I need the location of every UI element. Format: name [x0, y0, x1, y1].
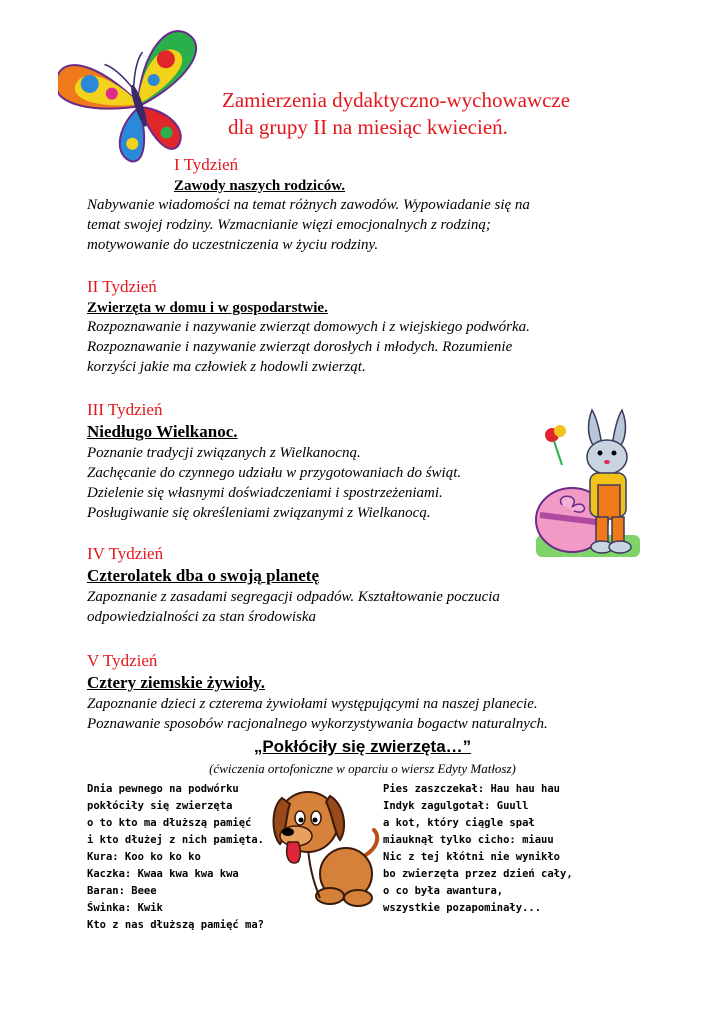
week-5-line: Poznawanie sposobów racjonalnego wykorzystywania bogactw naturalnych.	[87, 716, 548, 732]
poem-line: wszystkie pozapominały...	[383, 902, 542, 914]
easter-bunny-illustration	[532, 405, 644, 560]
poem-right-column	[383, 781, 573, 917]
week-3-line: Dzielenie się własnymi doświadczeniami i spostrzeżeniami.	[87, 485, 443, 501]
page-title	[222, 87, 570, 141]
week-2-line: Rozpoznawanie i nazywanie zwierząt domowych i z wiejskiego podwórka.	[87, 319, 530, 335]
poem-line: pokłóciły się zwierzęta	[87, 800, 233, 812]
poem-line: Świnka: Kwik	[87, 902, 163, 914]
week-3-topic: Niedługo Wielkanoc.	[87, 422, 238, 441]
week-2-heading: II Tydzień	[87, 277, 157, 296]
week-3-heading: III Tydzień	[87, 400, 163, 419]
title-line-1: Zamierzenia dydaktyczno-wychowawcze	[222, 88, 571, 112]
week-3-line: Posługiwanie się określeniami związanymi z Wielkanocą.	[87, 505, 431, 521]
poem-line: bo zwierzęta przez dzień cały,	[383, 868, 573, 880]
week-2-topic: Zwierzęta w domu i w gospodarstwie.	[87, 300, 328, 316]
poem-line: Kto z nas dłuższą pamięć ma?	[87, 919, 265, 931]
week-4-line: Zapoznanie z zasadami segregacji odpadów. Kształtowanie poczucia	[87, 589, 500, 605]
week-4-line: odpowiedzialności za stan środowiska	[87, 609, 317, 625]
week-1-topic: Zawody naszych rodziców.	[174, 178, 345, 194]
poem-left-column	[87, 781, 264, 934]
poem-line: Baran: Beee	[87, 885, 157, 897]
week-4-topic: Czterolatek dba o swoją planetę	[87, 566, 319, 585]
week-4-description	[87, 587, 500, 627]
week-2-line: Rozpoznawanie i nazywanie zwierząt dorosłych i młodych. Rozumienie	[87, 339, 513, 355]
week-3-description	[87, 443, 461, 523]
week-2-description	[87, 317, 530, 377]
week-1-heading: I Tydzień	[174, 155, 239, 174]
week-4-heading: IV Tydzień	[87, 544, 164, 563]
poem-line: o to kto ma dłuższą pamięć	[87, 817, 252, 829]
week-1-line: temat swojej rodziny. Wzmacnianie więzi emocjonalnych z rodziną;	[87, 217, 491, 233]
title-line-2: dla grupy II na miesiąc kwiecień.	[228, 115, 508, 139]
week-1-line: motywowanie do uczestniczenia w życiu rodziny.	[87, 237, 379, 253]
week-5-description	[87, 694, 548, 734]
week-1-description	[87, 195, 530, 255]
week-5-heading: V Tydzień	[87, 651, 158, 670]
week-5-topic: Cztery ziemskie żywioły.	[87, 673, 265, 692]
week-1-line: Nabywanie wiadomości na temat różnych zawodów. Wypowiadanie się na	[87, 197, 530, 213]
dog-illustration	[268, 778, 383, 908]
week-3-line: Zachęcanie do czynnego udziału w przygotowaniach do świąt.	[87, 465, 462, 481]
week-5-line: Zapoznanie dzieci z czterema żywiołami występującymi na naszej planecie.	[87, 696, 538, 712]
poem-line: Pies zaszczekał: Hau hau hau	[383, 783, 561, 795]
poem-line: Kaczka: Kwaa kwa kwa kwa	[87, 868, 239, 880]
poem-line: Dnia pewnego na podwórku	[87, 783, 239, 795]
poem-title: „Pokłóciły się zwierzęta…”	[253, 737, 472, 756]
poem-line: o co była awantura,	[383, 885, 504, 897]
poem-line: i kto dłużej z nich pamięta.	[87, 834, 265, 846]
week-3-line: Poznanie tradycji związanych z Wielkanocną.	[87, 445, 361, 461]
poem-line: Kura: Koo ko ko ko	[87, 851, 201, 863]
poem-line: a kot, który ciągle spał	[383, 817, 535, 829]
week-2-line: korzyści jakie ma człowiek z hodowli zwierząt.	[87, 359, 366, 375]
poem-line: Nic z tej kłótni nie wynikło	[383, 851, 561, 863]
poem-line: Indyk zagulgotał: Guull	[383, 800, 529, 812]
poem-line: miauknął tylko cicho: miauu	[383, 834, 554, 846]
poem-subtitle: (ćwiczenia ortofoniczne w oparciu o wiersz Edyty Matłosz)	[209, 761, 516, 776]
